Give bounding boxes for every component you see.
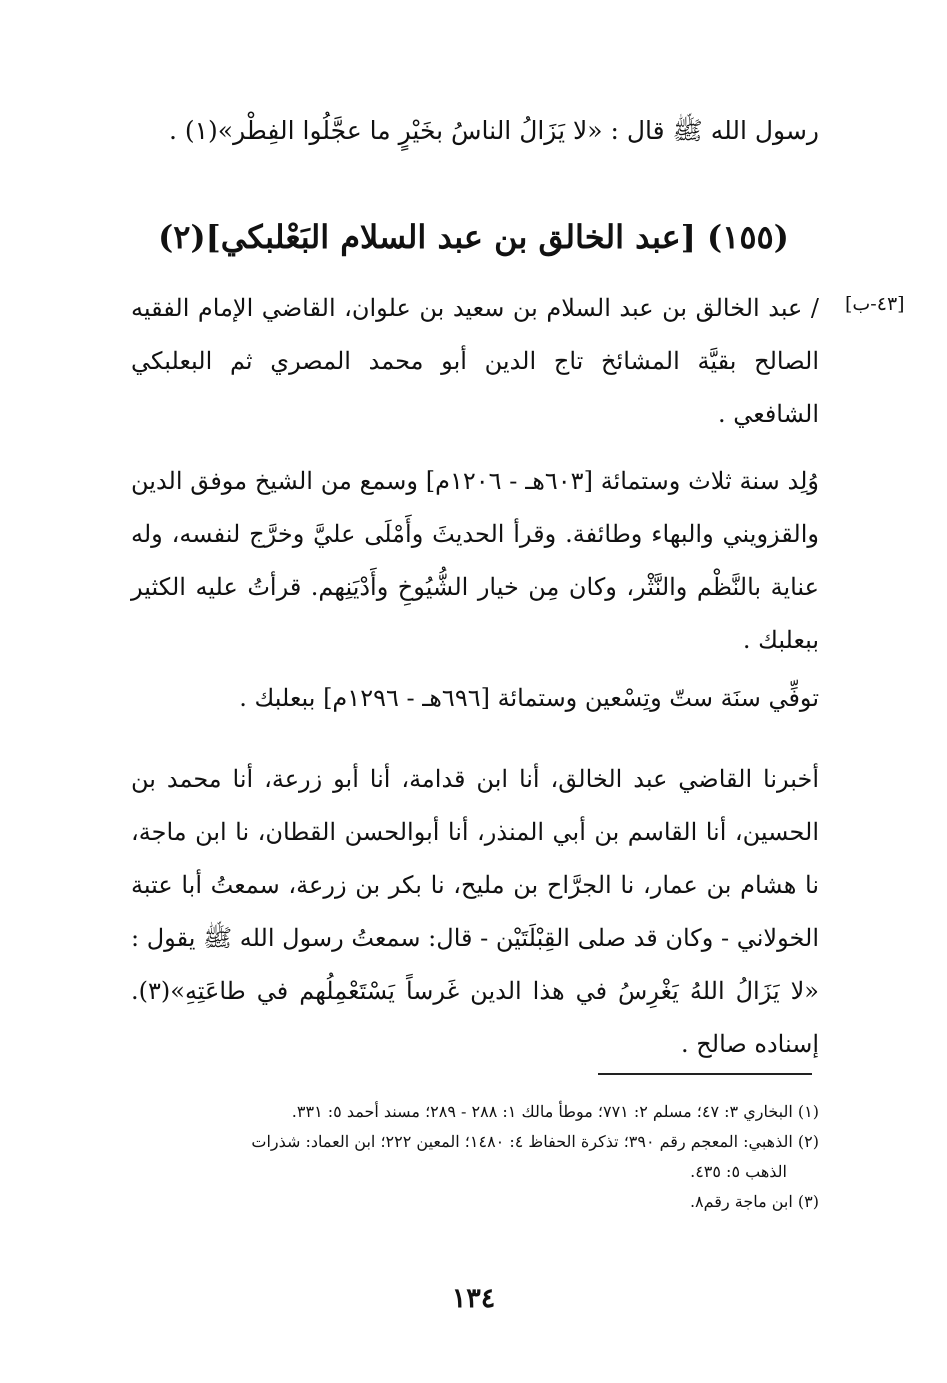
footnote-2-continuation: الذهب ٥: ٤٣٥. <box>690 1162 787 1181</box>
hadith-text: أخبرنا القاضي عبد الخالق، أنا ابن قدامة، أنا أبو زرعة، أنا محمد بن الحسين، أنا القاسم بن أبي المنذر، أنا أبوالحسن القطان، نا ابن ماجة، نا هشام بن عمار، نا الجرَّاح بن مليح، نا بكر بن زرعة، سمعتُ أبا عتبة الخولاني - وكان قد صلى القِبْلَتَيْن - قال: سمعتُ رسول الله ﷺ يقول : «لا يَزَالُ اللهُ يَغْرِسُ في هذا الدين غَرساً يَسْتَعْمِلُهم في طاعَتِهِ»(٣). إسناده صالح . <box>131 765 820 1058</box>
footnote-1: (١) البخاري ٣: ٤٧؛ مسلم ٢: ٧٧١؛ موطأ مالك ١: ٢٨٨ - ٢٨٩؛ مسند أحمد ٥: ٣٣١. <box>291 1102 819 1121</box>
birth-text: وُلِد سنة ثلاث وستمائة [٦٠٣هـ - ١٢٠٦م] وسمع من الشيخ موفق الدين والقزويني والبهاء وطائفة. وقرأ الحديثَ وأَمْلَى عليَّ وخرَّج لنفسه، وله عناية بالنَّظْم والنَّثْر، وكان مِن خيار الشُّيُوخِ وأَدْيَنِهم. قرأتُ عليه الكثير ببعلبك . <box>131 467 820 654</box>
page-number: ١٣٤ <box>451 1283 496 1314</box>
biography-text: / عبد الخالق بن عبد السلام بن سعيد بن علوان، القاضي الإمام الفقيه الصالح بقيَّة المشائخ تاج الدين أبو محمد المصري ثم البعلبكي الشافعي . <box>131 294 819 428</box>
folio-marker: [٤٣-ب] <box>845 293 905 315</box>
birth-paragraph <box>131 455 819 667</box>
footnote-3: (٣) ابن ماجة رقم٨. <box>689 1192 819 1211</box>
footnotes <box>131 1097 819 1217</box>
footnote-2: (٢) الذهبي: المعجم رقم ٣٩٠؛ تذكرة الحفاظ ٤: ١٤٨٠؛ المعين ٢٢٢؛ ابن العماد: شذرات <box>251 1132 819 1151</box>
death-text: توفِّي سنَة ستّ وتِسْعين وستمائة [٦٩٦هـ - ١٢٩٦م] ببعلبك . <box>239 684 819 712</box>
entry-heading: (١٥٥) [عبد الخالق بن عبد السلام البَعْلبكي](٢) <box>158 218 789 256</box>
death-paragraph <box>131 672 819 725</box>
footnote-separator <box>598 1073 812 1075</box>
hadith-paragraph <box>131 753 819 1071</box>
biography-paragraph <box>131 282 819 441</box>
continuation-line: رسول الله ﷺ قال : «لا يَزَالُ الناسُ بخَيْرٍ ما عجَّلُوا الفِطْر»(١) . <box>168 116 819 145</box>
